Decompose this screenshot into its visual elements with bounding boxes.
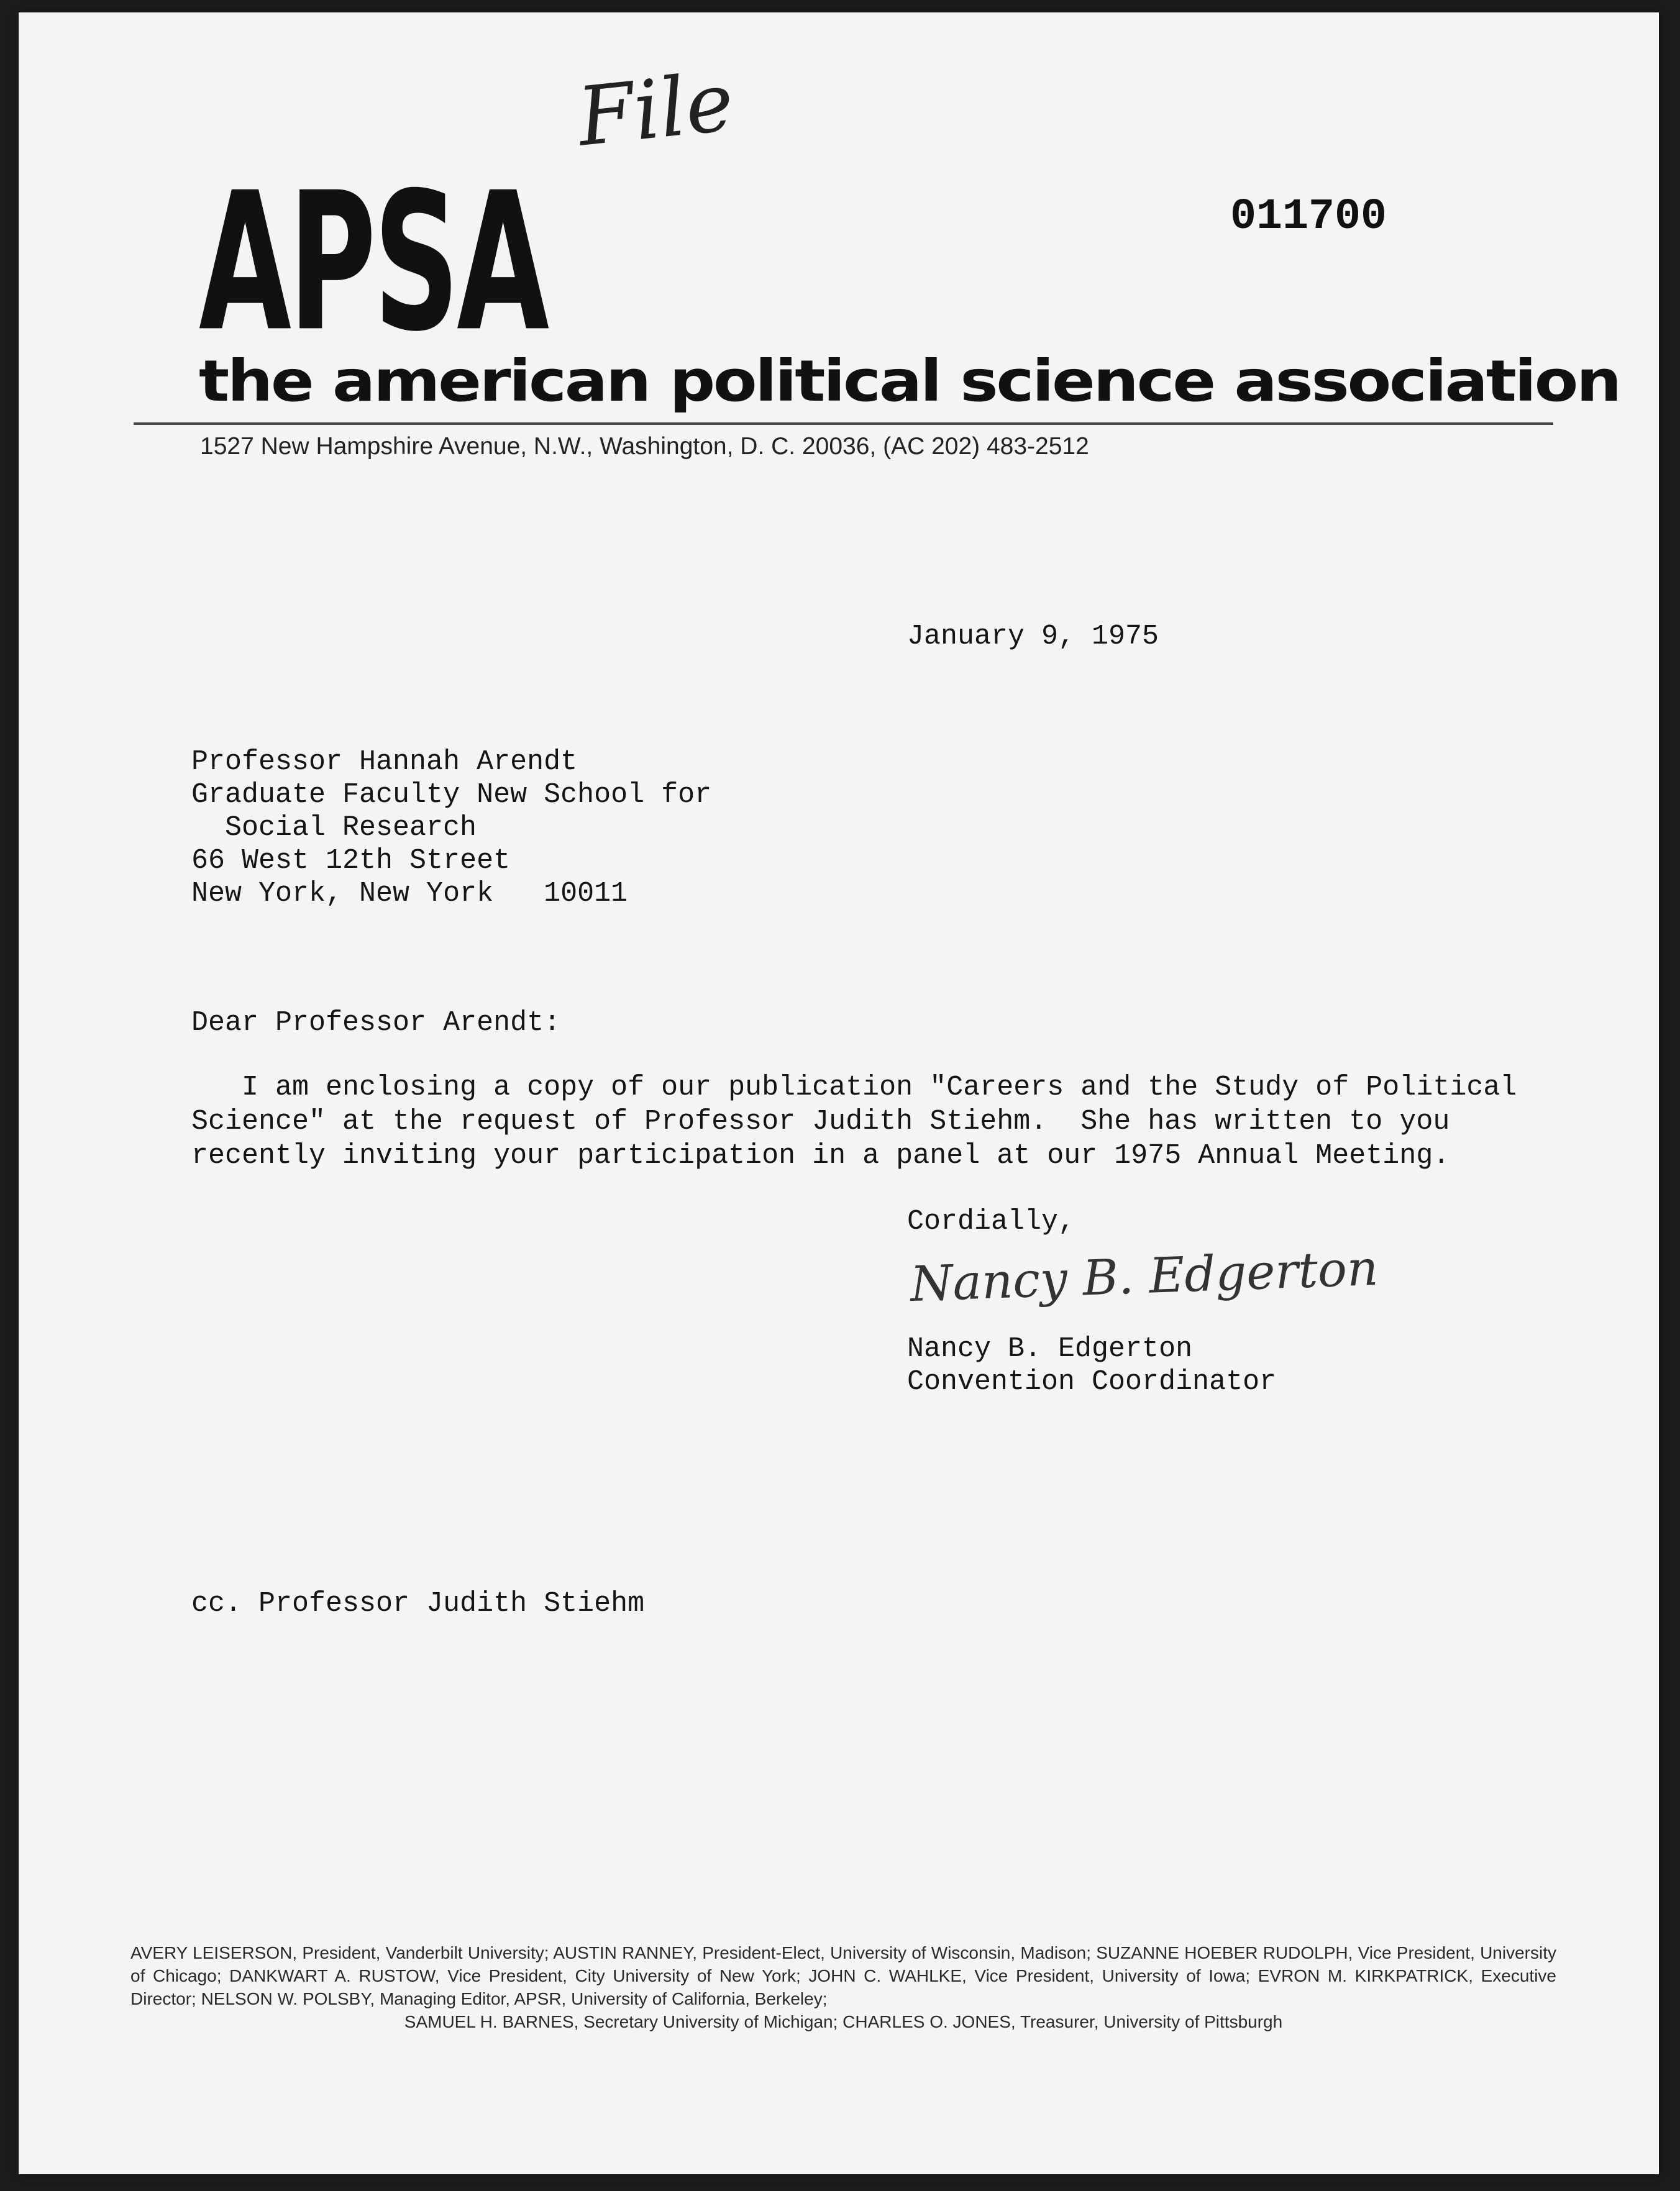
letterhead-address: 1527 New Hampshire Avenue, N.W., Washington, D. C. 20036, (AC 202) 483-2512: [200, 433, 1089, 460]
letter-date: January 9, 1975: [907, 621, 1159, 652]
recipient-block: [191, 745, 711, 910]
recipient-line-1: Graduate Faculty New School for: [191, 779, 712, 811]
recipient-name: Professor Hannah Arendt: [191, 746, 578, 778]
apsa-logo: APSA: [199, 152, 547, 374]
body-line: I am enclosing a copy of our publication "Careers and the Study of Political: [191, 1072, 1517, 1103]
document-number: 011700: [1230, 193, 1387, 242]
letterhead-rule: [134, 422, 1553, 425]
footer-officers: AVERY LEISERSON, President, Vanderbilt University; AUSTIN RANNEY, President-Elect, University of Wisconsin, Madison; SUZANNE HOEBER RUDOLPH, Vice President, University of Chicago; DANKWART A. RUSTOW, Vice President, City University of New York; JOHN C. WAHLKE, Vice President, University of Iowa; EVRON M. KIRKPATRICK, Executive Director; NELSON W. POLSBY, Managing Editor, APSR, University of California, Berkeley;: [130, 1943, 1556, 2008]
closing: Cordially,: [907, 1206, 1075, 1237]
salutation: Dear Professor Arendt:: [191, 1007, 561, 1039]
body-line: Science" at the request of Professor Judith Stiehm. She has written to you: [191, 1106, 1450, 1137]
signer-block: [907, 1332, 1276, 1398]
signer-name: Nancy B. Edgerton: [907, 1333, 1193, 1365]
signer-title: Convention Coordinator: [907, 1366, 1277, 1398]
cc-line: cc. Professor Judith Stiehm: [191, 1588, 645, 1619]
recipient-line-2: Social Research: [225, 812, 477, 844]
recipient-city: New York, New York 10011: [191, 878, 628, 909]
association-name: the american political science association: [199, 348, 1620, 414]
officers-footer: [130, 1941, 1556, 2033]
handwritten-file-note: File: [573, 54, 738, 165]
signature: Nancy B. Edgerton: [909, 1240, 1379, 1313]
letter-body: [191, 1071, 1517, 1173]
body-line: recently inviting your participation in a panel at our 1975 Annual Meeting.: [191, 1140, 1450, 1172]
footer-officers-last-line: SAMUEL H. BARNES, Secretary University of Michigan; CHARLES O. JONES, Treasurer, University of Pittsburgh: [404, 2012, 1283, 2031]
recipient-street: 66 West 12th Street: [191, 845, 511, 877]
